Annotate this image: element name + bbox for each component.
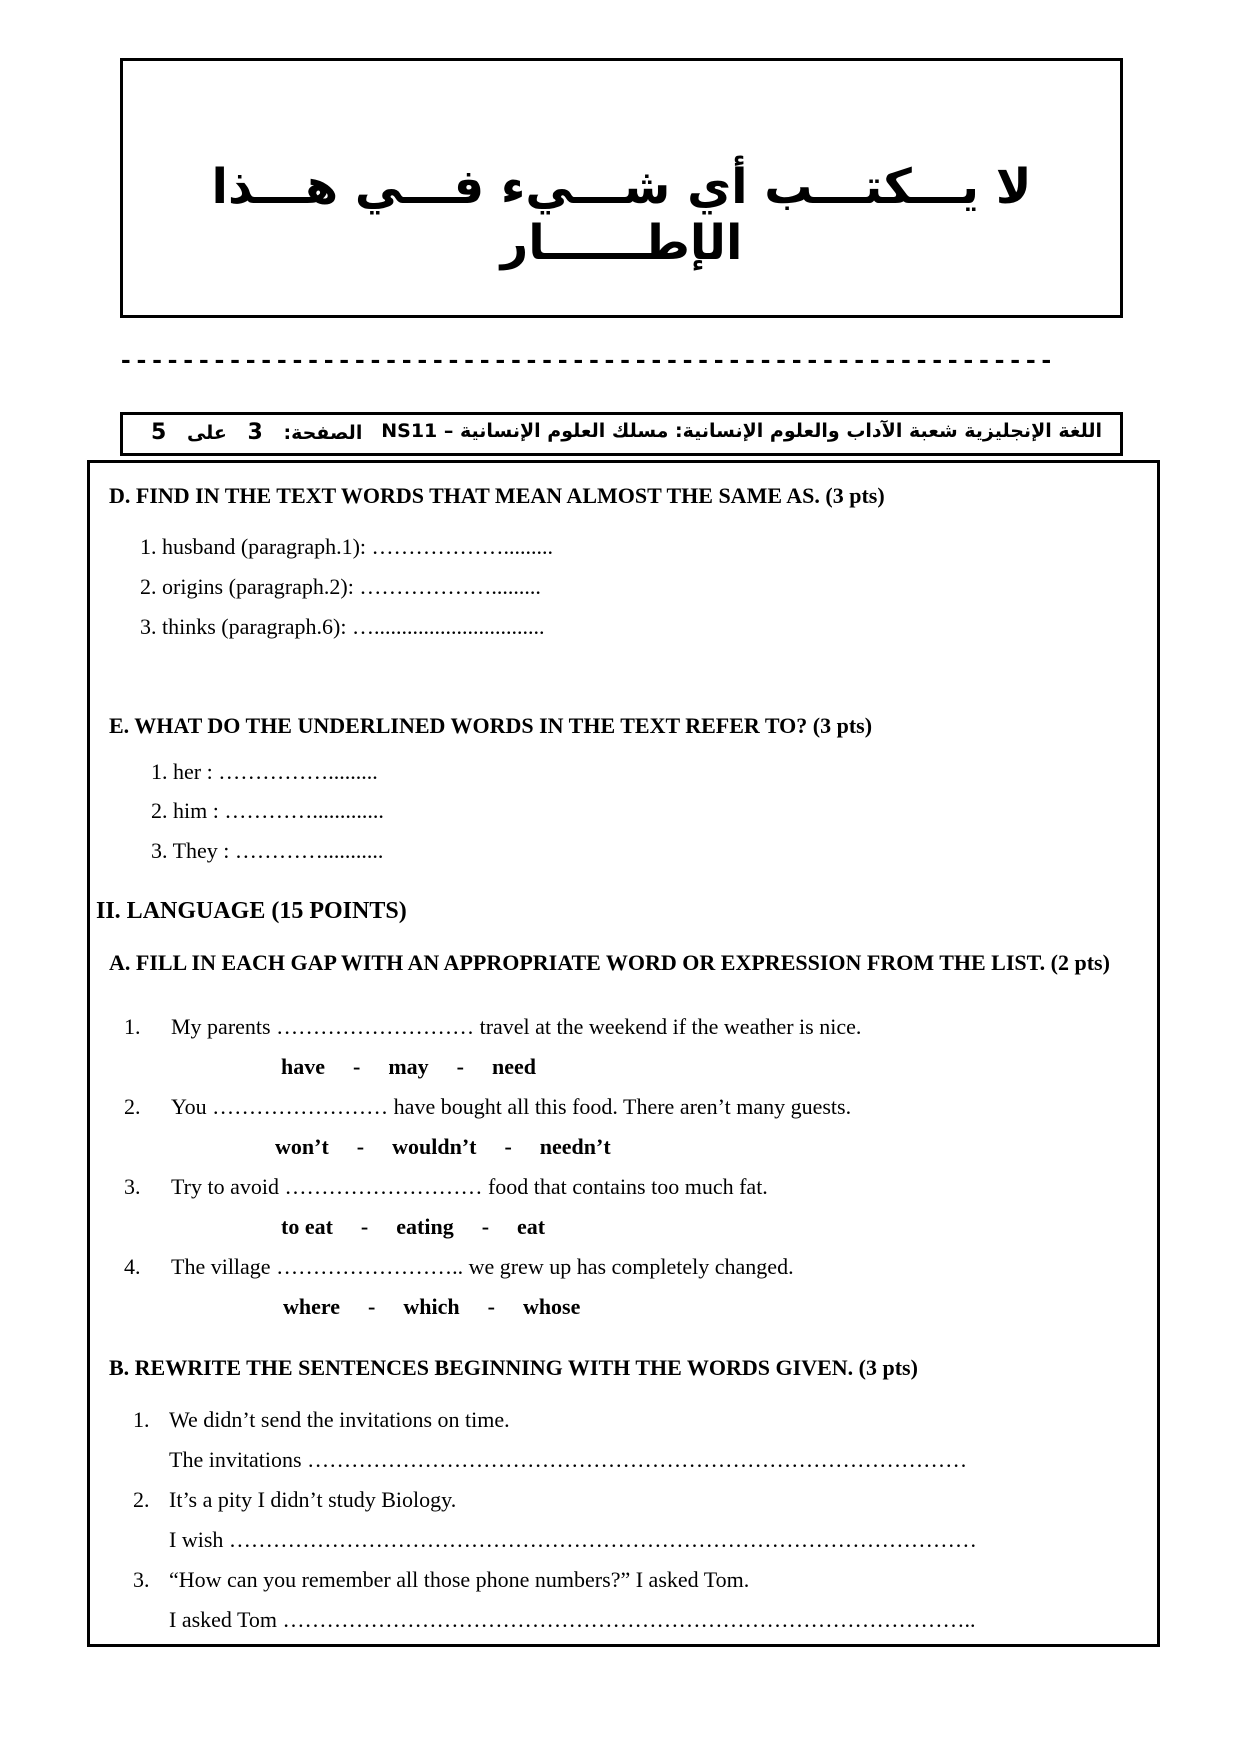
section-d-title: D. FIND IN THE TEXT WORDS THAT MEAN ALMOST THE SAME AS. (3 pts) [109, 483, 885, 508]
section-d-item: 3. thinks (paragraph.6): …............................... [140, 614, 545, 639]
option-word: have [281, 1054, 325, 1079]
section-e-title: E. WHAT DO THE UNDERLINED WORDS IN THE TEXT REFER TO? (3 pts) [109, 713, 873, 738]
rewrite-sentence: “How can you remember all those phone numbers?” I asked Tom. [169, 1567, 750, 1592]
page-number: 3 [247, 420, 263, 445]
fill-gap-sentence: My parents ……………………… travel at the weekend if the weather is nice. [171, 1014, 862, 1039]
section-a-title: A. FILL IN EACH GAP WITH AN APPROPRIATE WORD OR EXPRESSION FROM THE LIST. (2 pts) [109, 950, 1110, 975]
section-e-item: 2. him : …………............. [151, 798, 384, 823]
fill-gap-number: 4. [124, 1254, 141, 1279]
exam-header [120, 412, 1123, 456]
section-d-item: 1. husband (paragraph.1): ………………......... [140, 534, 554, 559]
option-word: needn’t [539, 1134, 611, 1159]
option-separator: - [487, 1294, 495, 1319]
rewrite-sentence: We didn’t send the invitations on time. [169, 1407, 510, 1432]
option-word: eating [396, 1214, 454, 1239]
option-separator: - [356, 1134, 365, 1159]
rewrite-prompt: I wish ………………………………………………………………………………………… [169, 1527, 977, 1552]
page-label: الصفحة: [283, 422, 363, 444]
option-word: eat [517, 1214, 546, 1239]
fill-gap-sentence: Try to avoid ……………………… food that contains too much fat. [171, 1174, 768, 1199]
page-total: 5 [151, 420, 167, 445]
fill-gap-sentence: The village …………………….. we grew up has completely changed. [171, 1254, 794, 1279]
fill-gap-number: 3. [124, 1174, 141, 1199]
option-word: won’t [275, 1134, 329, 1159]
page-indicator [137, 420, 362, 445]
no-write-frame [120, 58, 1123, 318]
fill-gap-sentence: You …………………… have bought all this food. There aren’t many guests. [171, 1094, 852, 1119]
of-label: على [186, 422, 227, 444]
option-separator: - [360, 1214, 369, 1239]
language-title: II. LANGUAGE (15 POINTS) [96, 898, 407, 924]
rewrite-prompt: I asked Tom ………………………………………………………………………………….. [169, 1607, 976, 1632]
option-word: which [403, 1294, 460, 1319]
option-word: may [388, 1054, 429, 1079]
option-separator: - [353, 1054, 361, 1079]
fill-gap-options [275, 1134, 611, 1160]
fill-gap-options [281, 1214, 545, 1240]
fill-gap-options [283, 1294, 580, 1320]
section-d-item: 2. origins (paragraph.2): ………………......... [140, 574, 541, 599]
cut-line: ------------------------------------------------------------ [118, 348, 1055, 374]
rewrite-number: 3. [133, 1567, 150, 1592]
option-separator: - [456, 1054, 464, 1079]
rewrite-prompt: The invitations ……………………………………………………………………………… [169, 1447, 968, 1472]
option-word: to eat [281, 1214, 333, 1239]
fill-gap-number: 1. [124, 1014, 141, 1039]
option-word: whose [522, 1294, 581, 1319]
fill-gap-number: 2. [124, 1094, 141, 1119]
section-e-item: 1. her : ……………......... [151, 759, 378, 784]
option-separator: - [481, 1214, 490, 1239]
section-e-item: 3. They : …………........... [151, 838, 384, 863]
subject-label: اللغة الإنجليزية شعبة الآداب والعلوم الإنسانية: مسلك العلوم الإنسانية – NS11 [381, 420, 1102, 442]
option-word: where [283, 1294, 341, 1319]
option-separator: - [504, 1134, 512, 1159]
no-write-notice: لا يـــكتـــب أي شـــيء فـــي هـــذا الإطــــــار [211, 159, 1032, 271]
rewrite-number: 1. [133, 1407, 150, 1432]
section-b-title: B. REWRITE THE SENTENCES BEGINNING WITH THE WORDS GIVEN. (3 pts) [109, 1355, 918, 1380]
fill-gap-options [281, 1054, 536, 1080]
option-word: need [491, 1054, 536, 1079]
option-separator: - [368, 1294, 376, 1319]
option-word: wouldn’t [392, 1134, 477, 1159]
rewrite-number: 2. [133, 1487, 150, 1512]
rewrite-sentence: It’s a pity I didn’t study Biology. [169, 1487, 457, 1512]
